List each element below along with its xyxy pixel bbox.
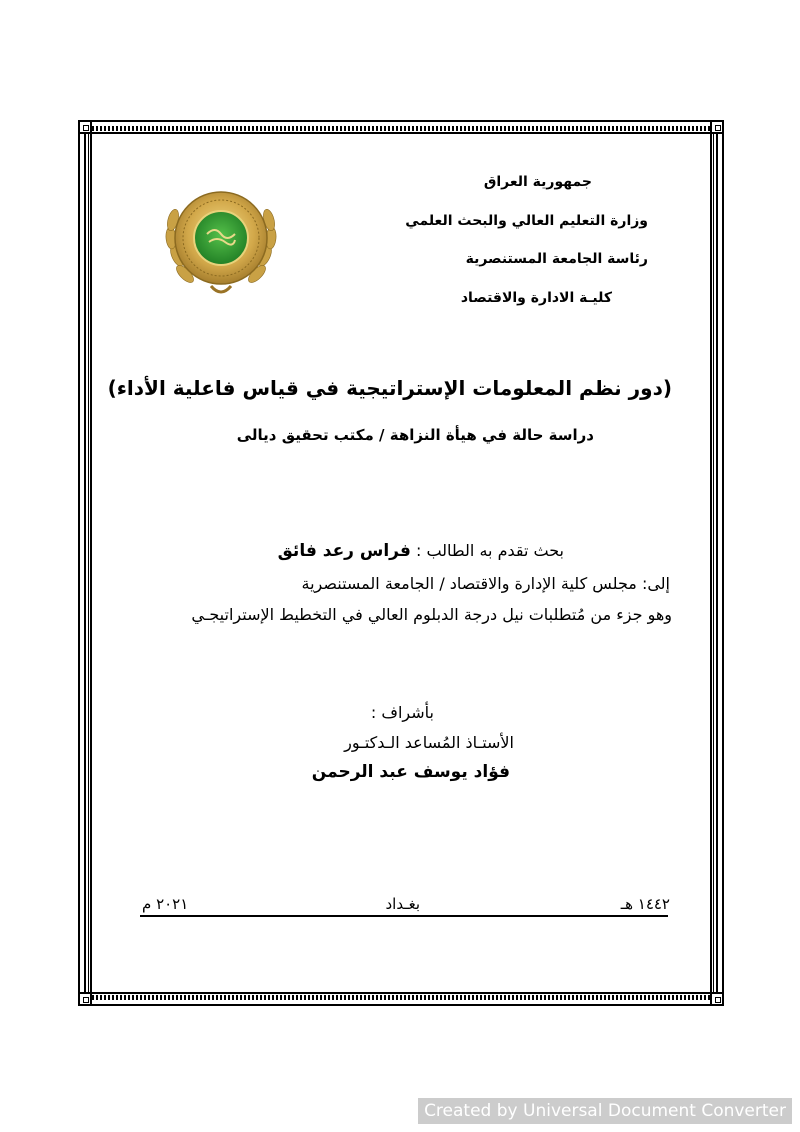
submission-purpose: وهو جزء من مُتطلبات نيل درجة الدبلوم العالي في التخطيط الإستراتيجـي [191,605,672,624]
submission-to: إلى: مجلس كلية الإدارة والاقتصاد / الجامعة المستنصرية [301,574,670,593]
border-corner-bottom-right [710,992,724,1006]
header-country: جمهورية العراق [483,174,592,190]
supervisor-name: فؤاد يوسف عبد الرحمن [311,762,510,782]
university-seal-icon [155,176,287,308]
footer-city: بغـداد [385,895,420,913]
thesis-title: (دور نظم المعلومات الإستراتيجية في قياس فاعلية الأداء) [107,376,672,400]
header-ministry: وزارة التعليم العالي والبحث العلمي [405,213,648,229]
border-corner-top-right [710,120,724,134]
student-name: فراس رعد فائق [277,541,411,561]
border-corner-top-left [78,120,92,134]
supervision-label: بأشراف : [370,703,434,722]
supervisor-rank: الأستـاذ المُساعد الـدكتـور [344,733,514,752]
submission-prefix: بحث تقدم به الطالب : [415,541,564,560]
border-corner-bottom-left [78,992,92,1006]
footer-hijri-year: ١٤٤٢ هـ [620,895,670,913]
converter-watermark: Created by Universal Document Converter [418,1098,792,1124]
header-university: رئاسة الجامعة المستنصرية [465,251,648,267]
submission-line [278,541,564,561]
header-college: كليـة الادارة والاقتصاد [460,290,612,306]
thesis-subtitle: دراسة حالة في هيأة النزاهة / مكتب تحقيق ديالى [236,426,594,444]
footer-divider [140,915,668,917]
footer-gregorian-year: ٢٠٢١ م [142,895,189,913]
